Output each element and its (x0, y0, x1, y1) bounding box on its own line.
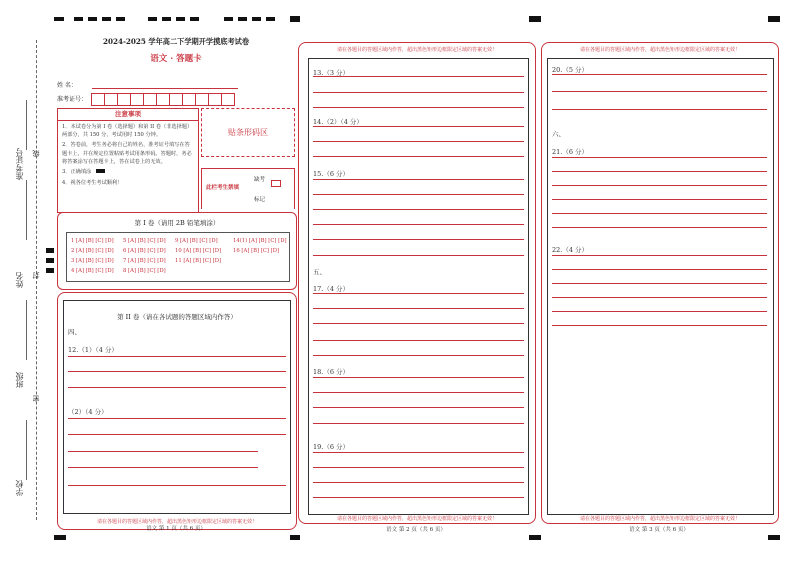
answer-line[interactable] (313, 355, 524, 356)
part1-title: 第 I 卷（请用 2B 铅笔填涂） (134, 219, 220, 227)
answer-line[interactable] (68, 451, 258, 452)
boundary-notice: 请在各题目的答题区域内作答，超出黑色矩形边框限定区域的答案无效！ (336, 516, 497, 522)
answer-line[interactable] (68, 371, 286, 372)
ticket-cell[interactable] (117, 93, 131, 106)
absent-box (201, 168, 295, 209)
choice-item[interactable]: 11 [A] [B] [C] [D] (175, 258, 222, 264)
name-side-label: 姓名 (15, 272, 24, 288)
position-mark (190, 17, 199, 21)
q13-label: 13.（3 分） (313, 69, 350, 77)
ticket-cell[interactable] (208, 93, 222, 106)
notice-item: 4．视各位考生考试顺利！ (62, 180, 123, 187)
ticket-label: 准考证号： (57, 96, 88, 103)
q15-label: 15.（6 分） (313, 170, 350, 178)
choice-item[interactable]: 16 [A] [B] [C] [D] (233, 248, 280, 254)
q17-label: 17.（4 分） (313, 285, 350, 293)
q12-1-label: 12.（1）（4 分） (68, 346, 118, 354)
ticket-cell[interactable] (130, 93, 144, 106)
answer-line[interactable] (313, 194, 524, 195)
answer-line[interactable] (552, 283, 767, 284)
q14-label: 14.（2）（4 分） (313, 118, 363, 126)
fill-line (26, 100, 27, 150)
answer-line[interactable] (313, 497, 524, 498)
choice-item[interactable]: 6 [A] [B] [C] [D] (123, 248, 166, 254)
part2-box (57, 292, 297, 530)
name-field[interactable] (92, 88, 238, 89)
section-six: 六、 (552, 130, 565, 138)
choice-item[interactable]: 9 [A] [B] [C] [D] (175, 238, 218, 244)
notice-box (57, 108, 199, 213)
section-five: 五、 (313, 268, 326, 276)
fill-line (26, 300, 27, 360)
page3-box (541, 42, 779, 524)
exam-title: 2024-2025 学年高二下学期开学摸底考试卷 (102, 37, 250, 46)
notice-item: 1．本试卷分为第 I 卷（选择题）和第 II 卷（非选择题）两部分，共 150 分，考试用时 150 分钟。 (62, 124, 193, 139)
ticket-number-grid[interactable] (92, 91, 235, 104)
ticket-cell[interactable] (143, 93, 157, 106)
choice-item[interactable]: 3 [A] [B] [C] [D] (71, 258, 114, 264)
ticket-cell[interactable] (156, 93, 170, 106)
position-mark (768, 16, 780, 22)
position-mark (224, 17, 233, 21)
notice-item-fill (62, 168, 194, 176)
answer-line[interactable] (68, 467, 258, 468)
answer-line[interactable] (552, 74, 767, 75)
answer-line[interactable] (552, 157, 767, 158)
answer-line[interactable] (68, 434, 286, 435)
part2-inner (63, 300, 291, 514)
ticket-side-label: 准考证号 (15, 148, 24, 180)
answer-line[interactable] (313, 239, 524, 240)
page2-inner (308, 58, 529, 515)
answer-line[interactable] (313, 392, 524, 393)
notice-item: 2．答卷前，考生务必将自己的姓名、准考证号填写在答题卡上，并在规定位置粘贴考试用条形码。答题时，务必将答案涂写在答题卡上，答在试卷上的无效。 (62, 142, 192, 165)
fill-line (26, 420, 27, 480)
answer-line[interactable] (313, 126, 524, 127)
choice-item[interactable]: 14(1) [A] [B] [C] [D] (233, 238, 287, 244)
subject-title: 语文 · 答题卡 (150, 54, 202, 64)
position-mark (252, 17, 261, 21)
answer-line[interactable] (552, 91, 767, 92)
ticket-cell[interactable] (182, 93, 196, 106)
position-mark (290, 16, 300, 22)
q18-label: 18.（6 分） (313, 368, 350, 376)
ticket-cell[interactable] (91, 93, 105, 106)
secret-side-label: 密 (32, 395, 40, 402)
filled-sample-icon (96, 169, 105, 173)
answer-line[interactable] (313, 482, 524, 483)
position-mark (176, 17, 185, 21)
answer-line[interactable] (552, 311, 767, 312)
position-mark (74, 17, 83, 21)
choice-item[interactable]: 5 [A] [B] [C] [D] (123, 238, 166, 244)
notice-item: 3．正确填涂 (62, 169, 92, 176)
page-footer: 语文 第 1 页（共 6 页） (146, 526, 206, 532)
page2-box (298, 42, 536, 524)
page-footer: 语文 第 2 页（共 6 页） (386, 527, 446, 533)
fill-line (26, 180, 27, 240)
answer-line[interactable] (68, 485, 286, 486)
q20-label: 20.（5 分） (552, 66, 589, 74)
answer-line[interactable] (552, 171, 767, 172)
answer-line[interactable] (313, 179, 524, 180)
answer-line[interactable] (313, 224, 524, 225)
q22-label: 22.（4 分） (552, 246, 589, 254)
position-mark (102, 17, 111, 21)
answer-line[interactable] (313, 423, 524, 424)
position-mark (148, 17, 157, 21)
answer-line[interactable] (552, 227, 767, 228)
school-side-label: 学校 (15, 480, 24, 496)
answer-line[interactable] (313, 340, 524, 341)
answer-line[interactable] (313, 209, 524, 210)
position-mark (266, 17, 275, 21)
ticket-cell[interactable] (104, 93, 118, 106)
position-mark (768, 535, 780, 540)
position-mark (116, 17, 125, 21)
answer-line[interactable] (313, 293, 524, 294)
class-side-label: 班级 (15, 372, 24, 388)
absent-label: 缺考 (254, 177, 266, 183)
position-mark (88, 17, 97, 21)
answer-line[interactable] (552, 199, 767, 200)
q19-label: 19.（6 分） (313, 443, 350, 451)
answer-line[interactable] (68, 418, 286, 419)
section-four: 四、 (68, 328, 81, 336)
mark-label: 标记 (254, 197, 266, 203)
page-footer: 语文 第 3 页（共 6 页） (629, 527, 689, 533)
part1-box (57, 212, 297, 290)
position-mark (54, 17, 64, 21)
q12-2-label: （2）（4 分） (68, 408, 108, 416)
position-mark (529, 535, 541, 540)
position-mark (162, 17, 171, 21)
position-mark (238, 17, 247, 21)
answer-line[interactable] (313, 107, 524, 108)
line-side-label: 线 (32, 150, 40, 157)
position-mark (46, 268, 54, 273)
position-mark (46, 248, 54, 253)
answer-line[interactable] (552, 269, 767, 270)
position-mark (46, 258, 54, 263)
answer-line[interactable] (313, 323, 524, 324)
choice-item[interactable]: 8 [A] [B] [C] [D] (123, 268, 166, 274)
absent-note: 此栏考生禁填 (206, 185, 240, 191)
choice-item[interactable]: 2 [A] [B] [C] [D] (71, 248, 114, 254)
answer-line[interactable] (552, 255, 767, 256)
ticket-cell[interactable] (169, 93, 183, 106)
answer-line[interactable] (552, 109, 767, 110)
answer-line[interactable] (313, 76, 524, 77)
answer-line[interactable] (68, 356, 286, 357)
answer-line[interactable] (313, 467, 524, 468)
answer-line[interactable] (552, 213, 767, 214)
boundary-notice: 请在各题目的答题区域内作答，超出黑色矩形边框限定区域的答案无效！ (579, 516, 740, 522)
seal-side-label: 封 (32, 272, 40, 279)
part2-title: 第 II 卷（请在各试题的答题区域内作答） (117, 313, 237, 321)
name-label: 姓 名： (57, 82, 77, 89)
answer-line[interactable] (313, 156, 524, 157)
boundary-notice: 请在各题目的答题区域内作答，超出黑色矩形边框限定区域的答案无效！ (579, 47, 740, 53)
answer-line[interactable] (313, 308, 524, 309)
position-mark (529, 16, 541, 22)
position-mark (54, 535, 66, 540)
answer-line[interactable] (68, 387, 286, 388)
boundary-notice: 请在各题目的答题区域内作答，超出黑色矩形边框限定区域的答案无效！ (336, 47, 497, 53)
cut-line (36, 40, 37, 520)
answer-line[interactable] (313, 255, 524, 256)
choice-item[interactable]: 4 [A] [B] [C] [D] (71, 268, 114, 274)
choice-item[interactable]: 7 [A] [B] [C] [D] (123, 258, 166, 264)
answer-line[interactable] (313, 452, 524, 453)
answer-line[interactable] (552, 297, 767, 298)
position-mark (290, 535, 300, 540)
q21-label: 21.（6 分） (552, 148, 589, 156)
answer-line[interactable] (313, 92, 524, 93)
barcode-label: 贴条形码区 (228, 128, 268, 137)
page3-inner (547, 58, 774, 515)
absent-checkbox[interactable] (271, 180, 281, 187)
answer-line[interactable] (313, 407, 524, 408)
ticket-cell[interactable] (195, 93, 209, 106)
answer-line[interactable] (552, 185, 767, 186)
answer-line[interactable] (552, 325, 767, 326)
boundary-notice: 请在各题目的答题区域内作答，超出黑色矩形边框限定区域的答案无效！ (96, 519, 257, 525)
choice-item[interactable]: 10 [A] [B] [C] [D] (175, 248, 222, 254)
ticket-cell[interactable] (221, 93, 235, 106)
barcode-area (201, 108, 295, 157)
answer-line[interactable] (313, 377, 524, 378)
choice-item[interactable]: 1 [A] [B] [C] [D] (71, 238, 114, 244)
choice-grid[interactable] (66, 232, 290, 282)
answer-line[interactable] (313, 141, 524, 142)
notice-title: 注意事项 (58, 109, 198, 121)
